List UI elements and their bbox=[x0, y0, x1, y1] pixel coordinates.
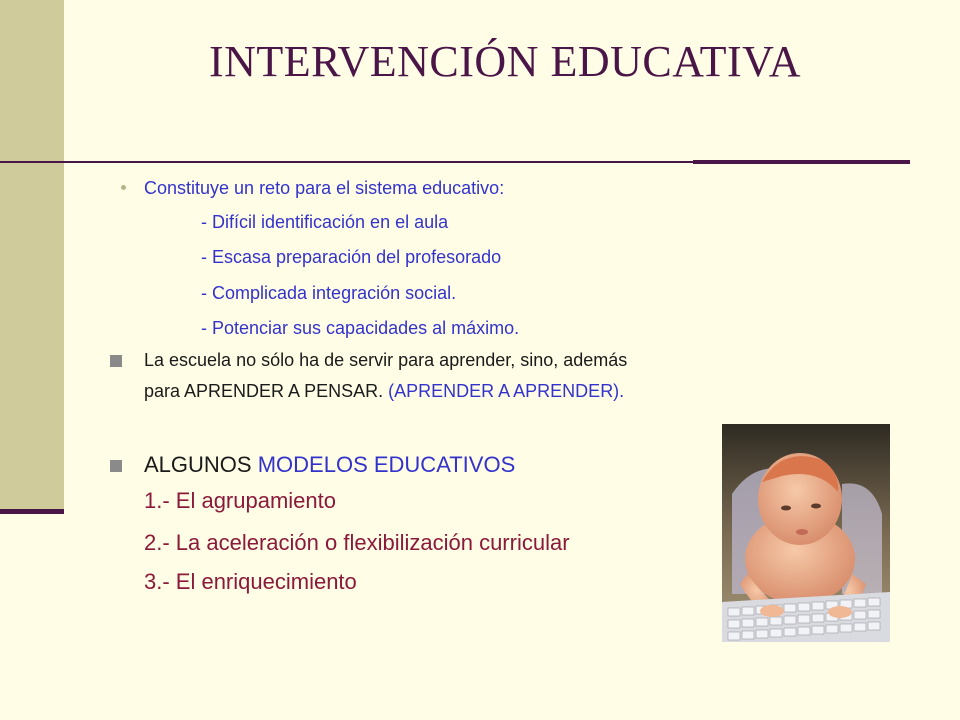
slide-title: INTERVENCIÓN EDUCATIVA bbox=[208, 37, 802, 86]
sub-item-3: - Complicada integración social. bbox=[201, 283, 457, 303]
title-divider bbox=[0, 161, 693, 163]
bullet-dot-icon bbox=[121, 185, 126, 190]
school-text-line1: La escuela no sólo ha de servir para aprender, sino, además bbox=[144, 350, 628, 370]
title-divider-accent bbox=[693, 160, 910, 164]
models-heading-highlight: MODELOS EDUCATIVOS bbox=[257, 452, 516, 477]
school-text-parenthetical: (APRENDER A APRENDER). bbox=[388, 381, 625, 401]
square-bullet-icon bbox=[110, 460, 122, 472]
sub-item-1: - Difícil identificación en el aula bbox=[201, 212, 449, 232]
models-heading bbox=[144, 452, 515, 478]
models-heading-prefix: ALGUNOS bbox=[144, 452, 252, 477]
sub-item-4: - Potenciar sus capacidades al máximo. bbox=[201, 318, 520, 338]
sub-item-2: - Escasa preparación del profesorado bbox=[201, 247, 502, 267]
sidebar-accent-line bbox=[0, 509, 64, 514]
square-bullet-icon bbox=[110, 355, 122, 367]
school-text-emphasis: para APRENDER A PENSAR. bbox=[144, 381, 384, 401]
model-item-2: 2.- La aceleración o flexibilización curricular bbox=[144, 530, 570, 555]
school-text-line2 bbox=[144, 381, 624, 402]
model-item-1: 1.- El agrupamiento bbox=[144, 488, 336, 513]
baby-at-keyboard-photo bbox=[722, 424, 890, 642]
intro-text: Constituye un reto para el sistema educativo: bbox=[144, 178, 505, 198]
model-item-3: 3.- El enriquecimiento bbox=[144, 569, 357, 594]
